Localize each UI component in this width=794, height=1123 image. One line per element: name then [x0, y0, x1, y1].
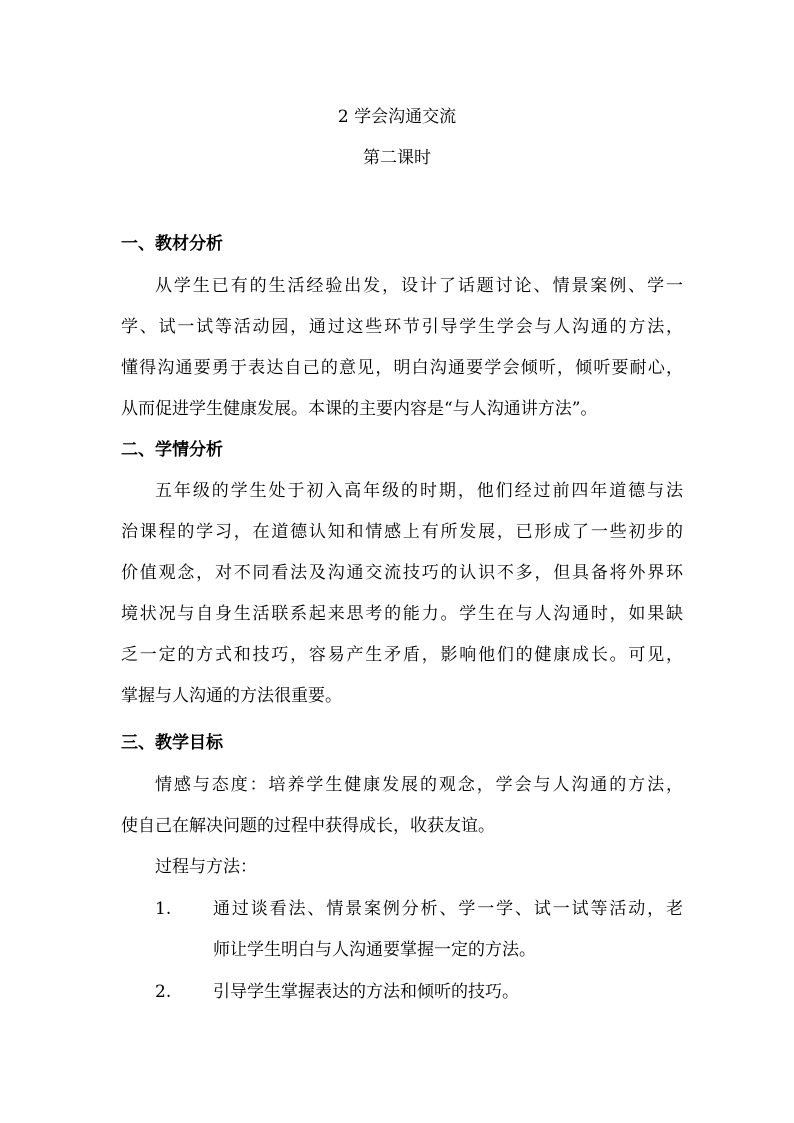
section-heading-objectives: 三、教学目标 [121, 733, 223, 753]
paragraph-line: 学、试一试等活动园，通过这些环节引导学生学会与人沟通的方法， [121, 317, 683, 337]
section-heading-materials: 一、教材分析 [121, 234, 223, 254]
paragraph-line: 从而促进学生健康发展。本课的主要内容是“与人沟通讲方法”。 [121, 399, 598, 419]
document-title: 2 学会沟通交流 [337, 107, 457, 127]
paragraph-line: 治课程的学习，在道德认知和情感上有所发展，已形成了一些初步的 [121, 522, 683, 542]
paragraph-line: 情感与态度：培养学生健康发展的观念，学会与人沟通的方法， [155, 775, 683, 795]
section-heading-students: 二、学情分析 [121, 440, 223, 460]
list-item-line: 师让学生明白与人沟通要掌握一定的方法。 [213, 940, 536, 960]
paragraph-line: 价值观念，对不同看法及沟通交流技巧的认识不多，但具备将外界环 [121, 563, 683, 583]
list-item-number: 1. [155, 899, 172, 919]
paragraph-line: 乏一定的方式和技巧，容易产生矛盾，影响他们的健康成长。可见， [121, 645, 683, 665]
list-item-line: 通过谈看法、情景案例分析、学一学、试一试等活动，老 [213, 899, 683, 919]
paragraph-line: 五年级的学生处于初入高年级的时期，他们经过前四年道德与法 [155, 481, 683, 501]
paragraph-line: 掌握与人沟通的方法很重要。 [121, 686, 342, 706]
paragraph-line: 懂得沟通要勇于表达自己的意见，明白沟通要学会倾听，倾听要耐心， [121, 358, 683, 378]
list-item-number: 2. [155, 982, 172, 1002]
paragraph-line: 使自己在解决问题的过程中获得成长，收获友谊。 [121, 816, 495, 836]
paragraph-line: 境状况与自身生活联系起来思考的能力。学生在与人沟通时，如果缺 [121, 604, 683, 624]
paragraph-line: 过程与方法： [155, 857, 257, 877]
paragraph-line: 从学生已有的生活经验出发，设计了话题讨论、情景案例、学一 [155, 276, 683, 296]
document-subtitle: 第二课时 [363, 148, 431, 168]
list-item-line: 引导学生掌握表达的方法和倾听的技巧。 [213, 982, 519, 1002]
